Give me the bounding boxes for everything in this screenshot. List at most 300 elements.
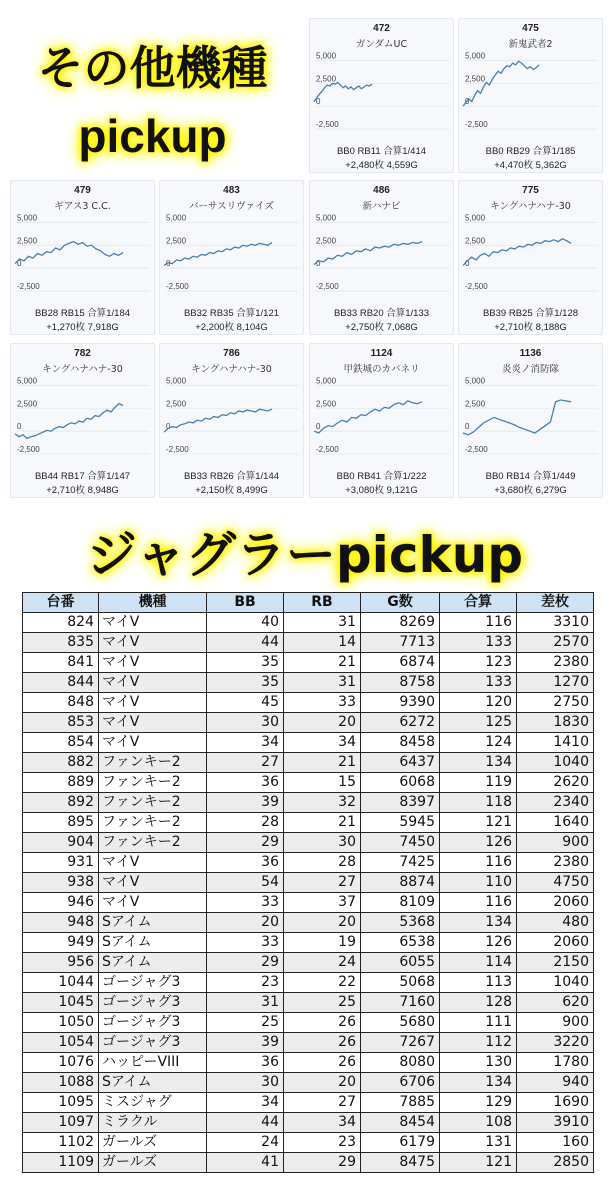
table-row: [23, 1033, 594, 1053]
slump-graph: [310, 51, 455, 143]
juggler-pickup-title: ジャグラーpickup: [86, 526, 524, 584]
slump-graph: [459, 51, 604, 143]
table-cell: Sアイム: [99, 1073, 207, 1093]
table-cell: ミラクル: [99, 1113, 207, 1133]
y-tick-label: -2,500: [166, 282, 189, 292]
table-cell: マイV: [99, 893, 207, 913]
table-cell: 54: [207, 873, 284, 893]
table-row: [23, 693, 594, 713]
table-cell: 8269: [361, 613, 440, 633]
table-cell: 29: [207, 833, 284, 853]
table-cell: 126: [440, 933, 517, 953]
result-summary: +2,710枚 8,188G: [494, 322, 567, 333]
table-cell: 119: [440, 773, 517, 793]
bonus-summary: BB44 RB17 合算1/147: [34, 471, 131, 482]
table-cell: 124: [440, 733, 517, 753]
table-cell: 36: [207, 1053, 284, 1073]
table-cell: 36: [207, 773, 284, 793]
table-cell: 32: [284, 793, 361, 813]
table-cell: 1040: [517, 753, 594, 773]
table-cell: マイV: [99, 873, 207, 893]
table-cell: 853: [23, 713, 99, 733]
table-cell: 30: [207, 713, 284, 733]
table-cell: 31: [284, 613, 361, 633]
table-cell: 15: [284, 773, 361, 793]
table-row: [23, 813, 594, 833]
table-cell: 34: [284, 1113, 361, 1133]
bonus-summary: BB33 RB20 合算1/133: [333, 308, 430, 319]
table-row: [23, 633, 594, 653]
table-cell: 130: [440, 1053, 517, 1073]
table-row: [23, 913, 594, 933]
slump-line: [164, 409, 272, 432]
table-cell: 121: [440, 813, 517, 833]
table-cell: 1040: [517, 973, 594, 993]
table-cell: 120: [440, 693, 517, 713]
table-cell: 36: [207, 853, 284, 873]
machine-name: ギアス3 C.C.: [54, 201, 111, 212]
bonus-summary: BB32 RB35 合算1/121: [183, 308, 280, 319]
machine-card: [10, 343, 155, 498]
table-row: [23, 933, 594, 953]
machine-number: 479: [74, 185, 91, 196]
table-cell: 835: [23, 633, 99, 653]
result-summary: +1,270枚 7,918G: [46, 322, 119, 333]
table-cell: ファンキー2: [99, 813, 207, 833]
table-cell: 3220: [517, 1033, 594, 1053]
table-header-row: [23, 593, 594, 613]
y-tick-label: 0: [316, 259, 321, 269]
machine-number: 475: [522, 23, 539, 34]
machine-card: [159, 180, 304, 335]
table-row: [23, 1093, 594, 1113]
table-cell: 1044: [23, 973, 99, 993]
table-cell: 20: [284, 713, 361, 733]
y-tick-label: 5,000: [465, 213, 486, 223]
table-cell: ファンキー2: [99, 773, 207, 793]
table-cell: 2620: [517, 773, 594, 793]
table-cell: 1270: [517, 673, 594, 693]
table-cell: 6706: [361, 1073, 440, 1093]
y-tick-label: 0: [316, 97, 321, 107]
table-cell: 35: [207, 653, 284, 673]
column-header: 合算: [440, 593, 517, 613]
table-cell: 27: [284, 873, 361, 893]
y-tick-label: 0: [465, 97, 470, 107]
table-cell: 116: [440, 853, 517, 873]
table-cell: 7450: [361, 833, 440, 853]
machine-card: [458, 180, 603, 335]
machine-number: 782: [74, 348, 91, 359]
table-cell: 2750: [517, 693, 594, 713]
table-row: [23, 893, 594, 913]
machine-number: 1136: [519, 348, 542, 359]
table-cell: 2340: [517, 793, 594, 813]
table-cell: 123: [440, 653, 517, 673]
y-tick-label: 0: [17, 422, 22, 432]
result-summary: +2,200枚 8,104G: [195, 322, 268, 333]
table-cell: ガールズ: [99, 1153, 207, 1173]
slump-graph: [11, 376, 156, 468]
table-cell: 33: [207, 893, 284, 913]
table-cell: 125: [440, 713, 517, 733]
table-cell: 7160: [361, 993, 440, 1013]
table-cell: 131: [440, 1133, 517, 1153]
table-cell: 31: [284, 673, 361, 693]
slump-line: [15, 404, 123, 439]
table-cell: 949: [23, 933, 99, 953]
table-cell: 26: [284, 1053, 361, 1073]
y-tick-label: 0: [465, 422, 470, 432]
table-cell: 25: [207, 1013, 284, 1033]
table-cell: 1097: [23, 1113, 99, 1133]
y-tick-label: 2,500: [166, 399, 187, 409]
machine-card: [10, 180, 155, 335]
table-cell: 1054: [23, 1033, 99, 1053]
table-cell: 27: [207, 753, 284, 773]
table-row: [23, 713, 594, 733]
table-cell: 39: [207, 1033, 284, 1053]
table-cell: 28: [207, 813, 284, 833]
machine-card: [309, 18, 454, 173]
table-cell: 44: [207, 1113, 284, 1133]
table-cell: 160: [517, 1133, 594, 1153]
table-cell: 23: [207, 973, 284, 993]
table-cell: 8397: [361, 793, 440, 813]
table-cell: 7885: [361, 1093, 440, 1113]
table-cell: マイV: [99, 673, 207, 693]
table-cell: 900: [517, 833, 594, 853]
table-cell: マイV: [99, 713, 207, 733]
table-cell: 111: [440, 1013, 517, 1033]
table-cell: 128: [440, 993, 517, 1013]
table-cell: ガールズ: [99, 1133, 207, 1153]
table-cell: 1830: [517, 713, 594, 733]
table-row: [23, 653, 594, 673]
table-cell: ゴージャグ3: [99, 993, 207, 1013]
y-tick-label: -2,500: [17, 445, 40, 455]
table-cell: 956: [23, 953, 99, 973]
table-cell: 1076: [23, 1053, 99, 1073]
table-cell: 2150: [517, 953, 594, 973]
result-summary: +3,080枚 9,121G: [345, 485, 418, 496]
table-cell: 21: [284, 753, 361, 773]
machine-card: [309, 343, 454, 498]
table-cell: マイV: [99, 653, 207, 673]
y-tick-label: -2,500: [316, 120, 339, 130]
table-cell: マイV: [99, 633, 207, 653]
table-cell: 113: [440, 973, 517, 993]
y-tick-label: -2,500: [465, 445, 488, 455]
table-cell: 900: [517, 1013, 594, 1033]
table-row: [23, 833, 594, 853]
table-cell: 41: [207, 1153, 284, 1173]
slump-graph: [459, 213, 604, 305]
y-tick-label: 0: [166, 422, 171, 432]
table-cell: 854: [23, 733, 99, 753]
machine-number: 472: [373, 23, 390, 34]
table-cell: 6055: [361, 953, 440, 973]
table-cell: 20: [207, 913, 284, 933]
table-cell: ファンキー2: [99, 793, 207, 813]
table-cell: 29: [207, 953, 284, 973]
table-cell: 27: [284, 1093, 361, 1113]
slump-line: [463, 61, 539, 106]
y-tick-label: 2,500: [316, 74, 337, 84]
table-cell: 895: [23, 813, 99, 833]
other-machines-subtitle: pickup: [78, 110, 227, 162]
y-tick-label: 0: [465, 259, 470, 269]
machine-name: バーサスリヴァイズ: [189, 201, 274, 212]
table-cell: マイV: [99, 693, 207, 713]
result-summary: +4,470枚 5,362G: [494, 160, 567, 171]
slump-graph: [160, 213, 305, 305]
table-cell: 30: [207, 1073, 284, 1093]
juggler-table: [22, 592, 594, 1173]
machine-name: キングハナハナ-30: [490, 201, 571, 212]
table-cell: 3910: [517, 1113, 594, 1133]
table-cell: 946: [23, 893, 99, 913]
table-cell: 2060: [517, 893, 594, 913]
table-cell: 7713: [361, 633, 440, 653]
y-tick-label: 2,500: [465, 399, 486, 409]
slump-line: [314, 82, 372, 101]
result-summary: +3,680枚 6,279G: [494, 485, 567, 496]
machine-number: 1124: [370, 348, 393, 359]
table-cell: 23: [284, 1133, 361, 1153]
table-cell: 1690: [517, 1093, 594, 1113]
table-cell: ファンキー2: [99, 753, 207, 773]
y-tick-label: 5,000: [316, 376, 337, 386]
y-tick-label: -2,500: [316, 445, 339, 455]
table-row: [23, 1073, 594, 1093]
table-cell: 33: [284, 693, 361, 713]
table-cell: マイV: [99, 853, 207, 873]
table-row: [23, 613, 594, 633]
y-tick-label: 2,500: [166, 236, 187, 246]
table-cell: 2570: [517, 633, 594, 653]
table-cell: 1780: [517, 1053, 594, 1073]
table-cell: 8109: [361, 893, 440, 913]
bonus-summary: BB0 RB29 合算1/185: [485, 146, 576, 157]
table-cell: 34: [207, 733, 284, 753]
table-row: [23, 1133, 594, 1153]
table-cell: 114: [440, 953, 517, 973]
table-cell: 26: [284, 1013, 361, 1033]
machine-name: 新鬼武者2: [508, 39, 553, 50]
table-cell: 40: [207, 613, 284, 633]
table-cell: 126: [440, 833, 517, 853]
table-cell: 2380: [517, 853, 594, 873]
y-tick-label: 2,500: [465, 236, 486, 246]
table-row: [23, 793, 594, 813]
table-cell: 116: [440, 893, 517, 913]
other-machines-title: その他機種: [37, 41, 268, 95]
y-tick-label: 5,000: [17, 376, 38, 386]
table-cell: 14: [284, 633, 361, 653]
table-cell: 2850: [517, 1153, 594, 1173]
table-row: [23, 1013, 594, 1033]
table-cell: 133: [440, 633, 517, 653]
machine-card: [458, 343, 603, 498]
column-header: 台番: [23, 593, 99, 613]
table-cell: マイV: [99, 613, 207, 633]
table-cell: 20: [284, 1073, 361, 1093]
table-cell: 480: [517, 913, 594, 933]
slump-graph: [310, 213, 455, 305]
result-summary: +2,480枚 4,559G: [345, 160, 418, 171]
y-tick-label: -2,500: [316, 282, 339, 292]
y-tick-label: 5,000: [17, 213, 38, 223]
table-cell: 134: [440, 753, 517, 773]
table-cell: 110: [440, 873, 517, 893]
machine-name: 甲鉄城のカバネリ: [343, 364, 420, 375]
table-cell: 39: [207, 793, 284, 813]
table-cell: 21: [284, 653, 361, 673]
result-summary: +2,150枚 8,499G: [195, 485, 268, 496]
table-cell: 1109: [23, 1153, 99, 1173]
machine-number: 786: [223, 348, 240, 359]
table-cell: ゴージャグ3: [99, 1033, 207, 1053]
y-tick-label: 2,500: [316, 399, 337, 409]
table-cell: 3310: [517, 613, 594, 633]
y-tick-label: 5,000: [316, 213, 337, 223]
table-cell: 948: [23, 913, 99, 933]
table-cell: 1095: [23, 1093, 99, 1113]
table-cell: 108: [440, 1113, 517, 1133]
table-cell: 882: [23, 753, 99, 773]
table-cell: 938: [23, 873, 99, 893]
table-cell: 24: [207, 1133, 284, 1153]
table-cell: 1045: [23, 993, 99, 1013]
table-cell: 7425: [361, 853, 440, 873]
y-tick-label: 2,500: [17, 399, 38, 409]
table-cell: 29: [284, 1153, 361, 1173]
table-row: [23, 773, 594, 793]
table-row: [23, 1153, 594, 1173]
table-cell: 31: [207, 993, 284, 1013]
column-header: 差枚: [517, 593, 594, 613]
table-cell: 1050: [23, 1013, 99, 1033]
table-cell: 6437: [361, 753, 440, 773]
table-cell: Sアイム: [99, 933, 207, 953]
table-row: [23, 953, 594, 973]
table-row: [23, 873, 594, 893]
table-row: [23, 1053, 594, 1073]
table-cell: 33: [207, 933, 284, 953]
table-row: [23, 993, 594, 1013]
table-cell: 1410: [517, 733, 594, 753]
slump-graph: [310, 376, 455, 468]
table-cell: Sアイム: [99, 953, 207, 973]
machine-card: [309, 180, 454, 335]
table-cell: 129: [440, 1093, 517, 1113]
table-cell: ゴージャグ3: [99, 1013, 207, 1033]
table-cell: 931: [23, 853, 99, 873]
bonus-summary: BB39 RB25 合算1/128: [482, 308, 579, 319]
table-cell: 22: [284, 973, 361, 993]
table-cell: 620: [517, 993, 594, 1013]
y-tick-label: -2,500: [17, 282, 40, 292]
table-cell: 1640: [517, 813, 594, 833]
table-cell: 904: [23, 833, 99, 853]
table-cell: 5680: [361, 1013, 440, 1033]
table-cell: Sアイム: [99, 913, 207, 933]
bonus-summary: BB0 RB41 合算1/222: [336, 471, 427, 482]
slump-graph: [160, 376, 305, 468]
table-cell: 26: [284, 1033, 361, 1053]
machine-number: 486: [373, 185, 390, 196]
table-row: [23, 753, 594, 773]
slump-graph: [11, 213, 156, 305]
table-cell: 34: [207, 1093, 284, 1113]
table-cell: 25: [284, 993, 361, 1013]
machine-name: 炎炎ノ消防隊: [501, 364, 559, 375]
y-tick-label: 5,000: [316, 51, 337, 61]
table-cell: 892: [23, 793, 99, 813]
machine-number: 775: [522, 185, 539, 196]
table-cell: 134: [440, 913, 517, 933]
table-cell: 824: [23, 613, 99, 633]
result-summary: +2,710枚 8,948G: [46, 485, 119, 496]
machine-card: [159, 343, 304, 498]
table-cell: 841: [23, 653, 99, 673]
table-row: [23, 673, 594, 693]
table-cell: ファンキー2: [99, 833, 207, 853]
y-tick-label: 0: [166, 259, 171, 269]
y-tick-label: 2,500: [316, 236, 337, 246]
y-tick-label: 5,000: [465, 376, 486, 386]
slump-line: [164, 243, 272, 269]
y-tick-label: 2,500: [465, 74, 486, 84]
table-cell: 20: [284, 913, 361, 933]
machine-name: キングハナハナ-30: [191, 364, 272, 375]
y-tick-label: 0: [316, 422, 321, 432]
table-cell: 8454: [361, 1113, 440, 1133]
table-cell: 112: [440, 1033, 517, 1053]
y-tick-label: -2,500: [166, 445, 189, 455]
table-body: [23, 613, 594, 1173]
table-cell: 6538: [361, 933, 440, 953]
table-cell: 8080: [361, 1053, 440, 1073]
table-cell: 19: [284, 933, 361, 953]
bonus-summary: BB0 RB11 合算1/414: [336, 146, 427, 157]
column-header: G数: [361, 593, 440, 613]
y-tick-label: 5,000: [166, 213, 187, 223]
table-cell: 8874: [361, 873, 440, 893]
table-cell: 2380: [517, 653, 594, 673]
table-cell: 6272: [361, 713, 440, 733]
table-cell: 35: [207, 673, 284, 693]
table-cell: 133: [440, 673, 517, 693]
table-cell: 134: [440, 1073, 517, 1093]
table-cell: 940: [517, 1073, 594, 1093]
table-cell: 5945: [361, 813, 440, 833]
table-cell: 8758: [361, 673, 440, 693]
table-cell: 24: [284, 953, 361, 973]
table-cell: 6874: [361, 653, 440, 673]
table-cell: ゴージャグ3: [99, 973, 207, 993]
table-cell: 844: [23, 673, 99, 693]
table-cell: 1088: [23, 1073, 99, 1093]
y-tick-label: 2,500: [17, 236, 38, 246]
y-tick-label: 5,000: [166, 376, 187, 386]
table-cell: 6068: [361, 773, 440, 793]
table-cell: 44: [207, 633, 284, 653]
y-tick-label: 5,000: [465, 51, 486, 61]
table-cell: 6179: [361, 1133, 440, 1153]
table-cell: 28: [284, 853, 361, 873]
